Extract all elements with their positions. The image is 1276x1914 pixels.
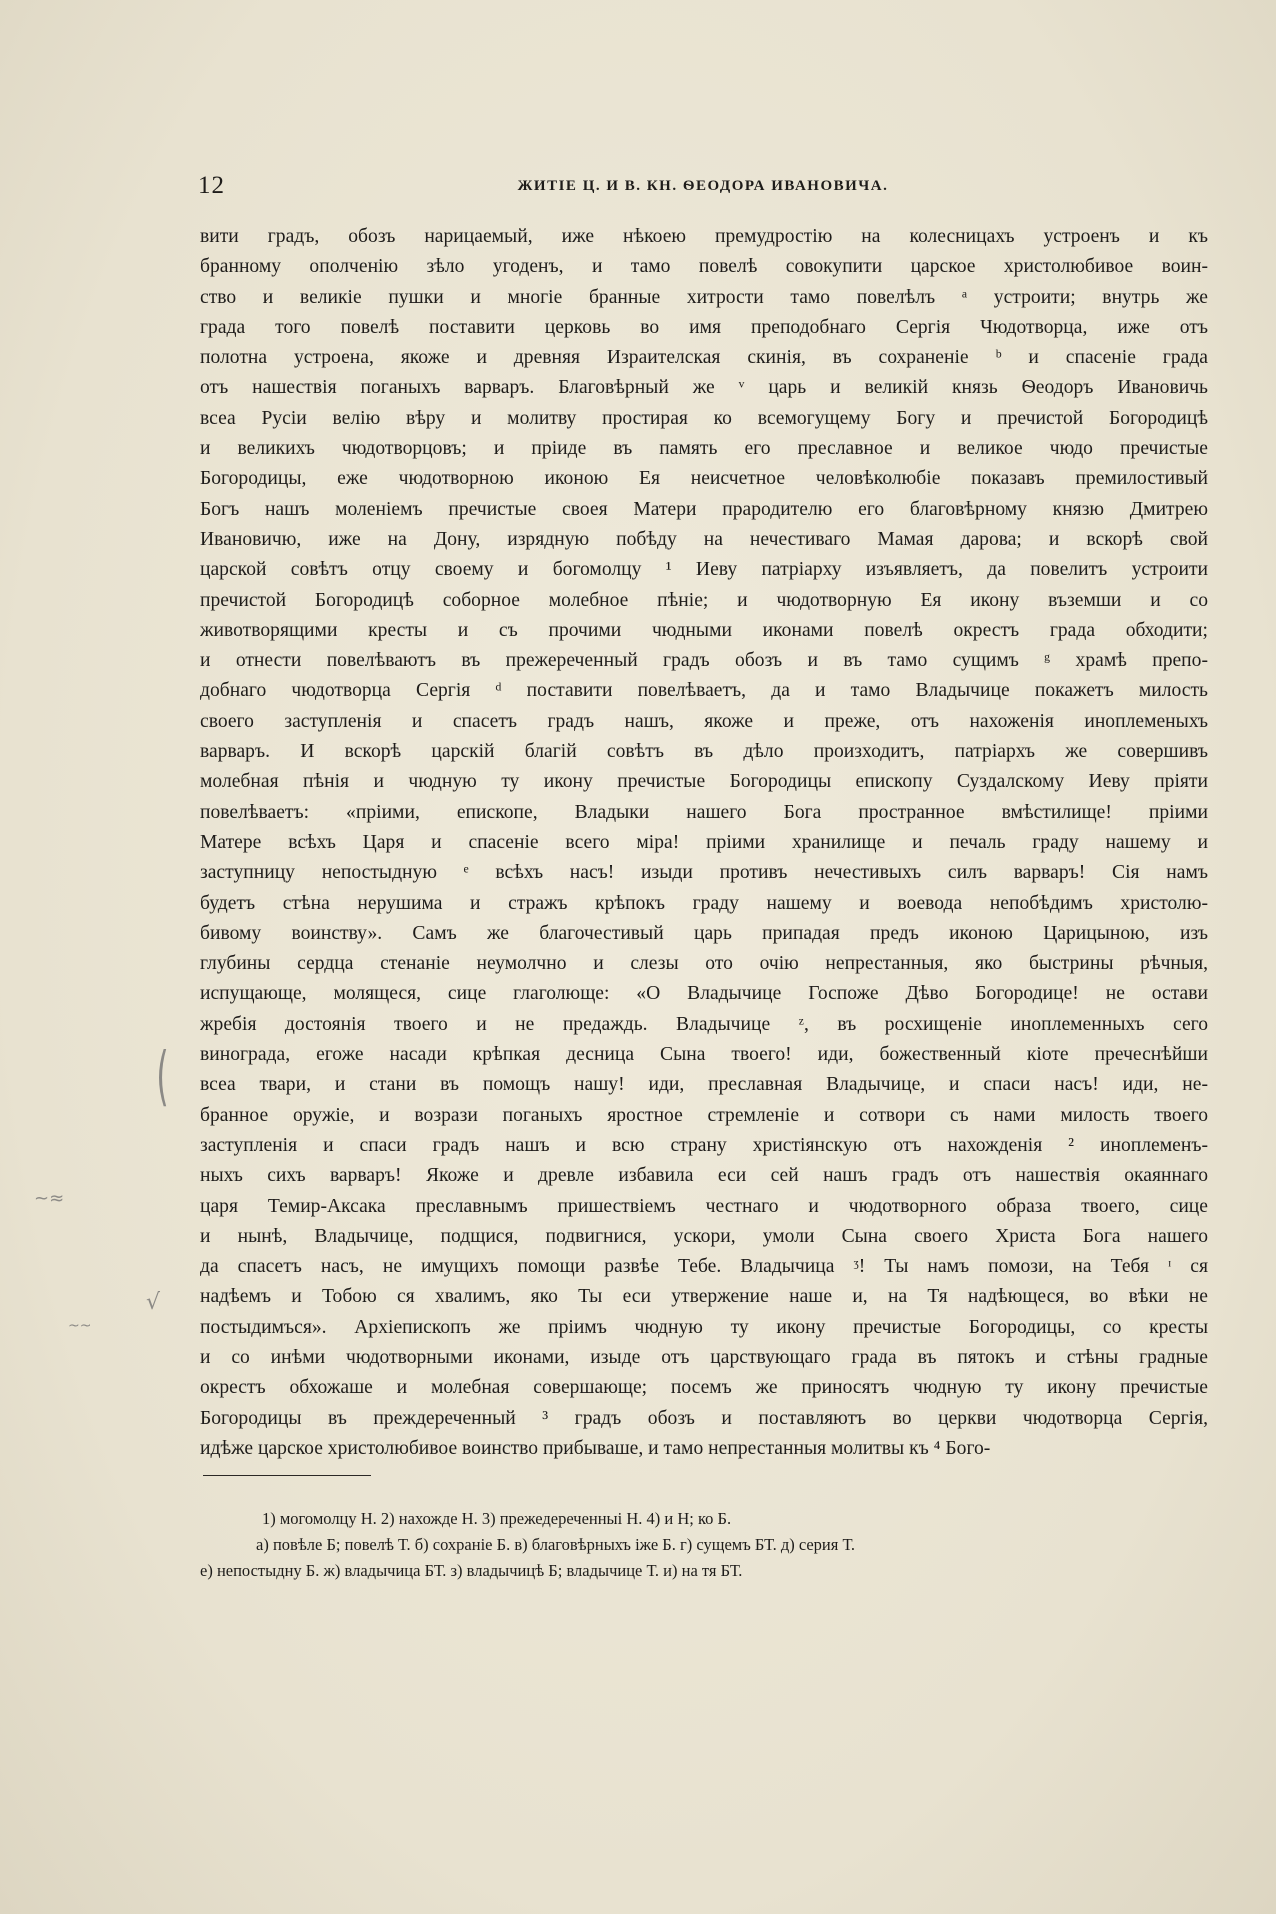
text-line: вити градъ, обозъ нарицаемый, иже нѣкоею премудростію на колесницахъ устроенъ и къ (200, 226, 1208, 247)
footnote-rule (203, 1475, 371, 1476)
running-head: ЖИТІЕ Ц. И В. КН. ѲЕОДОРА ИВАНОВИЧА. (517, 178, 889, 194)
text-line: и нынѣ, Владычице, подщися, подвигнися, ускори, умоли Сына своего Христа Бога нашего (200, 1225, 1208, 1247)
text-line: ныхъ сихъ варваръ! Якоже и древле избавила еси сей нашъ градъ отъ нашествія окаяннаго (200, 1165, 1208, 1187)
margin-scribble-mark-2: ~~ (68, 1318, 92, 1334)
text-line: ство и великіе пушки и многіе бранные хитрости тамо повелѣлъ ᵃ устроити; внутрь же (200, 286, 1208, 308)
text-line: постыдимъся». Архіепископъ же пріимъ чюдную ту икону пречистые Богородицы, со кресты (200, 1316, 1208, 1338)
text-line: будетъ стѣна нерушима и стражъ крѣпокъ граду нашему и воевода непобѣдимъ христолю- (200, 892, 1208, 914)
text-line: бивому воинству». Самъ же благочестивый царь припадая предъ иконою Царицыною, изъ (200, 922, 1208, 944)
margin-bracket-mark: ( (156, 1040, 169, 1114)
text-line: Ивановичю, иже на Дону, изрядную побѣду на нечестиваго Мамая дарова; и вскорѣ свой (200, 528, 1208, 550)
page-header (198, 172, 1208, 202)
text-line: Богородицы въ преждереченный ³ градъ обозъ и поставляютъ во церкви чюдотворца Сергія, (200, 1407, 1208, 1429)
text-line: полотна устроена, якоже и древняя Израителская скинія, въ сохраненіе ᵇ и спасеніе града (200, 347, 1208, 369)
text-line: Богородицы, еже чюдотворною иконою Ея неисчетное человѣколюбіе показавъ премилостивый (200, 468, 1208, 490)
text-line: града того повелѣ поставити церковь во имя преподобнаго Сергія Чюдотворца, иже отъ (200, 316, 1208, 338)
text-line: заступницу непостыдную ᵉ всѣхъ насъ! изыди противъ нечестивыхъ силъ варваръ! Сія намъ (200, 862, 1208, 884)
text-line: жребія достоянія твоего и не предаждь. Владычице ᶻ, въ росхищеніе иноплеменныхъ сего (200, 1013, 1208, 1035)
text-line: и отнести повелѣваютъ въ прежереченный градъ обозъ и въ тамо сущимъ ᵍ храмѣ препо- (200, 650, 1208, 672)
lettered-footnotes-line-1: а) повѣле Б; повелѣ Т. б) сохраніе Б. в) благовѣрныхъ іже Б. г) сущемъ БТ. д) серия Т. (256, 1535, 856, 1554)
margin-check-mark: √ (146, 1290, 161, 1315)
text-line: да спасетъ насъ, не имущихъ помощи развѣе Тебе. Владычица ᶾ! Ты намъ помози, на Тебя ᶦ ся (200, 1256, 1208, 1278)
text-line: своего заступленія и спасетъ градъ нашъ, якоже и преже, отъ нахоженія иноплеменыхъ (200, 710, 1208, 732)
text-line: отъ нашествія поганыхъ варваръ. Благовѣрный же ᵛ царь и великій князь Ѳеодоръ Ивановичь (200, 377, 1208, 399)
text-line: заступленія и спаси градъ нашъ и всю страну христіянскую отъ нахожденія ² иноплеменъ- (200, 1134, 1208, 1156)
text-line: глубины сердца стенаніе неумолчно и слезы ото очію непрестанныя, яко быстрины рѣчныя, (200, 953, 1208, 975)
text-line: Богъ нашъ моленіемъ пречистые своея Матери прародителю его благовѣрному князю Дмитрею (200, 498, 1208, 520)
text-line: царя Темир-Аксака преславнымъ пришествіемъ честнаго и чюдотворного образа твоего, сице (200, 1195, 1208, 1217)
text-line: повелѣваетъ: «пріими, епископе, Владыки нашего Бога пространное вмѣстилище! пріими (200, 801, 1208, 823)
text-line: винограда, егоже насади крѣпкая десница Сына твоего! иди, божественный кіоте пречеснѣйши (200, 1044, 1208, 1066)
footnotes (200, 1506, 1208, 1584)
text-line: пречистой Богородицѣ соборное молебное пѣніе; и чюдотворную Ея икону въземши и со (200, 589, 1208, 611)
numbered-footnotes: 1) могомолцу Н. 2) нахожде Н. 3) прежедереченныі Н. 4) и Н; ко Б. (262, 1509, 732, 1528)
text-line: всеа Русіи велію вѣру и молитву простирая ко всемогущему Богу и пречистой Богородицѣ (200, 407, 1208, 429)
page-number: 12 (198, 172, 225, 199)
text-line: надѣемъ и Тобою ся хвалимъ, яко Ты еси утвержение наше и, на Тя надѣющеся, во вѣки не (200, 1286, 1208, 1308)
text-line: окрестъ обхожаше и молебная совершающе; посемъ же приносятъ чюдную ту икону пречистые (200, 1377, 1208, 1399)
text-line: бранное оружіе, и возрази поганыхъ яростное стремленіе и сотвори съ нами милость твоего (200, 1104, 1208, 1126)
text-line: и великихъ чюдотворцовъ; и пріиде въ память его преславное и великое чюдо пречистые (200, 438, 1208, 460)
text-line: варваръ. И вскорѣ царскій благій совѣтъ въ дѣло произходитъ, патріархъ же совершивъ (200, 741, 1208, 763)
lettered-footnotes-line-2: е) непостыдну Б. ж) владычица БТ. з) владычицѣ Б; владычице Т. и) на тя БТ. (200, 1561, 743, 1580)
text-line: и со инѣми чюдотворными иконами, изыде отъ царствующаго града въ пятокъ и стѣны градные (200, 1346, 1208, 1368)
text-line: бранному ополченію зѣло угоденъ, и тамо повелѣ совокупити царское христолюбивое воин- (200, 256, 1208, 278)
text-line: животворящими кресты и съ прочими чюдными иконами повелѣ окрестъ града обходити; (200, 619, 1208, 641)
text-line: всеа твари, и стани въ помощъ нашу! иди, преславная Владычице, и спаси насъ! иди, не- (200, 1074, 1208, 1096)
text-line: испущающе, молящеся, сице глаголюще: «О Владычице Госпоже Дѣво Богородице! не остави (200, 983, 1208, 1005)
body-text (200, 222, 1208, 1464)
text-line: Матере всѣхъ Царя и спасеніе всего міра! пріими хранилище и печаль граду нашему и (200, 831, 1208, 853)
margin-scribble-mark: ~≈ (34, 1188, 65, 1209)
text-line: молебная пѣнія и чюдную ту икону пречистые Богородицы епископу Суздалскому Иеву пріяти (200, 771, 1208, 793)
text-line: идѣже царское христолюбивое воинство прибываше, и тамо непрестанныя молитвы къ ⁴ Бого- (200, 1437, 991, 1459)
text-line: добнаго чюдотворца Сергія ᵈ поставити повелѣваетъ, да и тамо Владычице покажетъ милость (200, 680, 1208, 702)
text-line: царской совѣтъ отцу своему и богомолцу ¹ Иеву патріарху изъявляетъ, да повелитъ устроити (200, 559, 1208, 581)
